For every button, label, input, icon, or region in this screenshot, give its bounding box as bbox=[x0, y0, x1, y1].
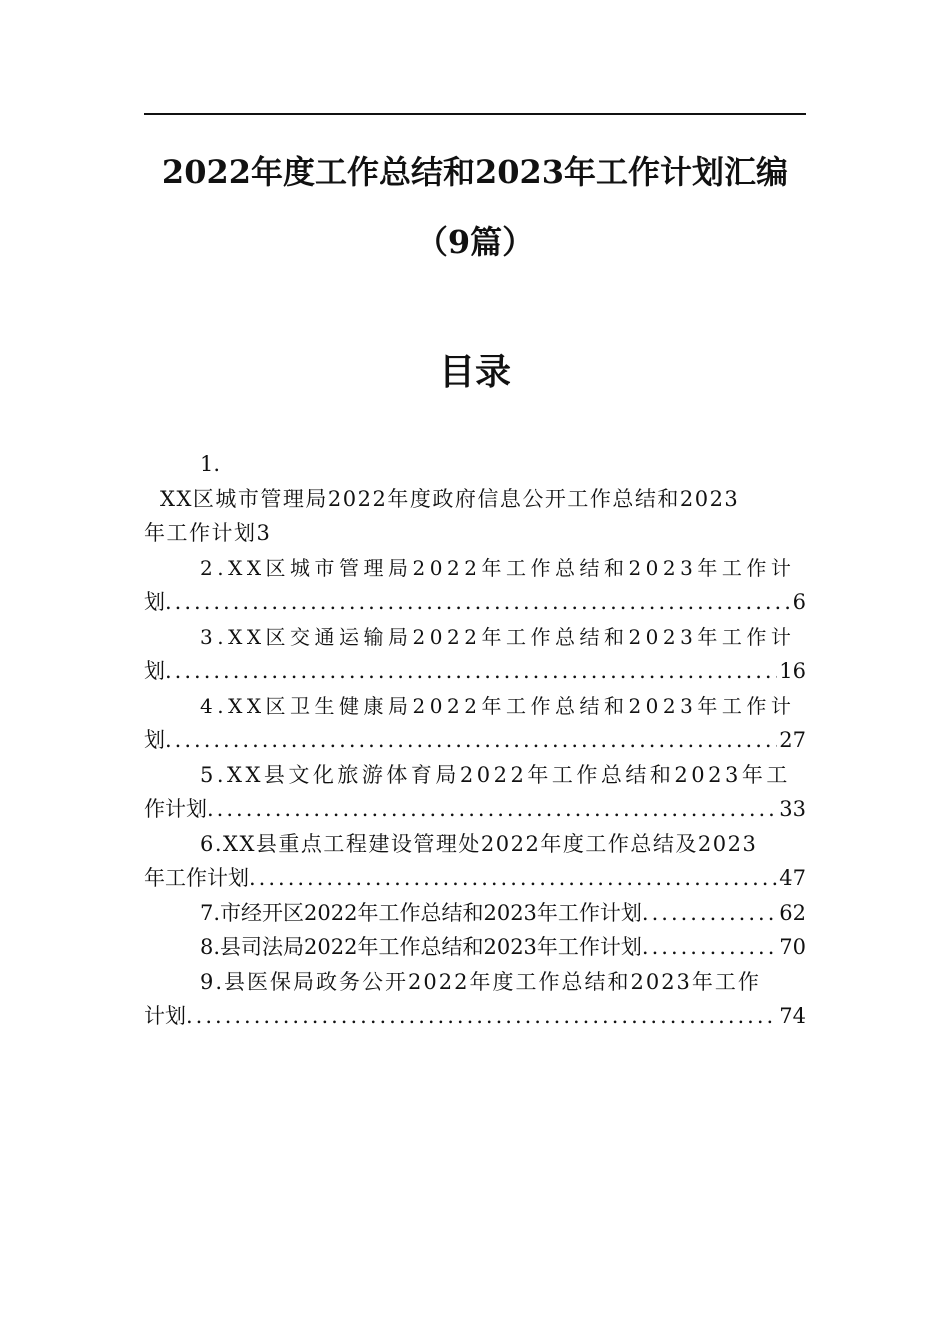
toc-entry-6[interactable] bbox=[144, 827, 806, 896]
toc-entry-title-cont: 划 bbox=[144, 659, 165, 683]
toc-entry-title: 7.市经开区2022年工作总结和2023年工作计划 bbox=[200, 900, 642, 925]
toc-entry-2[interactable] bbox=[144, 551, 806, 620]
toc-entry-title: 5.XX县文化旅游体育局2022年工作总结和2023年工 bbox=[200, 762, 791, 787]
toc-heading: 目录 bbox=[438, 351, 511, 393]
toc-entry-title: 2.XX区城市管理局2022年工作总结和2023年工作计 bbox=[200, 555, 796, 580]
toc-page-number: 33 bbox=[779, 797, 806, 821]
toc-page-number: 70 bbox=[779, 935, 806, 959]
toc-entry-4[interactable] bbox=[144, 689, 806, 758]
toc-entry-title-cont: 作计划 bbox=[144, 797, 207, 821]
document-subtitle-count: （9篇） bbox=[415, 223, 535, 261]
toc-dot-leader bbox=[186, 999, 777, 1034]
toc-entry-title-cont: 计划 bbox=[144, 1004, 186, 1028]
toc-dot-leader bbox=[165, 654, 777, 689]
toc-entry-7[interactable] bbox=[144, 896, 806, 931]
toc-dot-leader bbox=[249, 861, 777, 896]
toc-page-number: 6 bbox=[792, 590, 806, 614]
toc-entry-number: 1. bbox=[200, 452, 221, 476]
toc-entry-title-cont: 年工作计划3 bbox=[144, 521, 272, 545]
toc-entry-title: 9.县医保局政务公开2022年度工作总结和2023年工作 bbox=[200, 969, 761, 994]
toc-entry-title: 4.XX区卫生健康局2022年工作总结和2023年工作计 bbox=[200, 693, 796, 718]
toc-entry-1[interactable] bbox=[144, 447, 806, 551]
toc-entry-title: 8.县司法局2022年工作总结和2023年工作计划 bbox=[200, 935, 642, 959]
toc-page-number: 27 bbox=[779, 728, 806, 752]
toc-dot-leader bbox=[642, 930, 777, 965]
toc-page-number: 62 bbox=[779, 900, 806, 925]
toc-entry-title: XX区城市管理局2022年度政府信息公开工作总结和2023 bbox=[160, 486, 740, 511]
toc-entry-title-cont: 划 bbox=[144, 590, 165, 614]
toc-page-number: 16 bbox=[779, 659, 806, 683]
toc-entry-title: 3.XX区交通运输局2022年工作总结和2023年工作计 bbox=[200, 624, 796, 649]
toc-dot-leader bbox=[165, 585, 791, 620]
toc-entry-8[interactable] bbox=[144, 930, 806, 965]
table-of-contents bbox=[144, 447, 806, 1034]
document-title: 2022年度工作总结和2023年工作计划汇编 bbox=[161, 153, 789, 191]
toc-dot-leader bbox=[642, 896, 777, 931]
toc-entry-title: 6.XX县重点工程建设管理处2022年度工作总结及2023 bbox=[200, 831, 758, 856]
toc-entry-5[interactable] bbox=[144, 758, 806, 827]
header-rule bbox=[144, 113, 806, 115]
toc-entry-title-cont: 年工作计划 bbox=[144, 866, 249, 890]
toc-page-number: 74 bbox=[779, 1004, 806, 1028]
toc-dot-leader bbox=[165, 723, 777, 758]
toc-page-number: 47 bbox=[779, 866, 806, 890]
toc-entry-9[interactable] bbox=[144, 965, 806, 1034]
toc-dot-leader bbox=[207, 792, 777, 827]
toc-entry-title-cont: 划 bbox=[144, 728, 165, 752]
toc-entry-3[interactable] bbox=[144, 620, 806, 689]
